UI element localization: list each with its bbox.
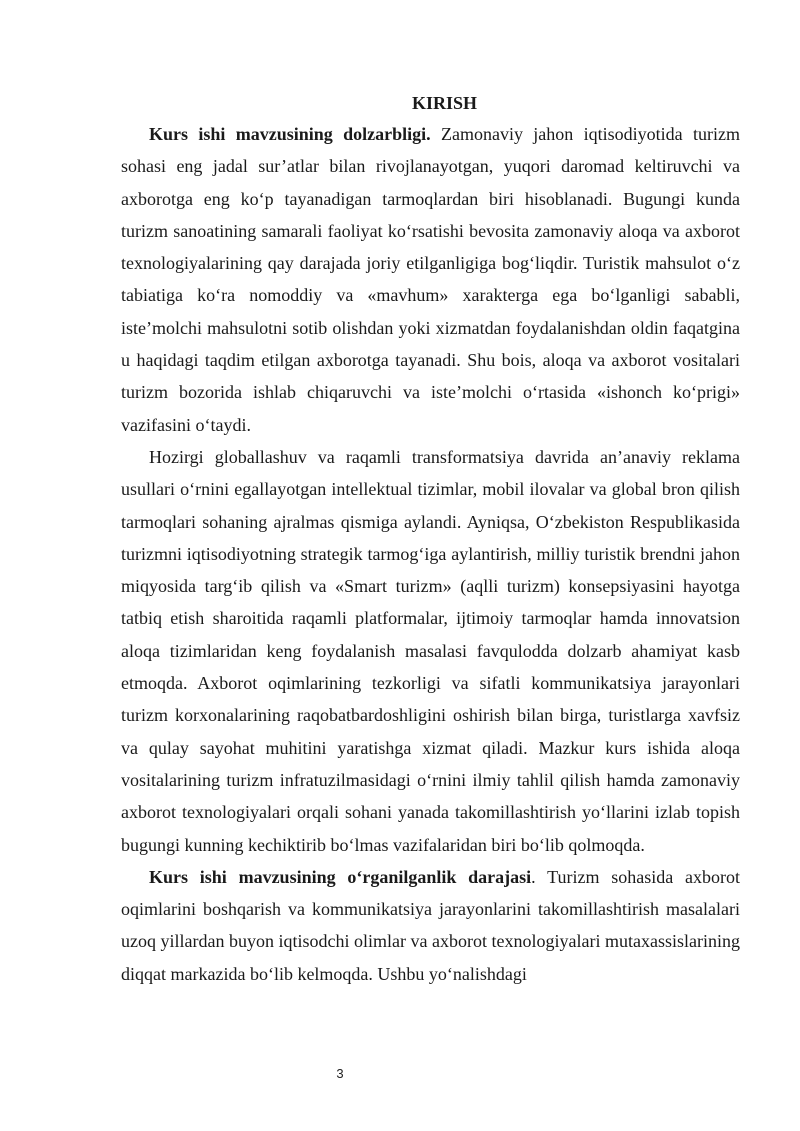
paragraph-study-level [121, 861, 740, 990]
page-number: 3 [336, 1066, 344, 1081]
paragraph-lead: Kurs ishi mavzusining o‘rganilganlik darajasi [149, 866, 532, 887]
paragraph-text: Zamonaviy jahon iqtisodiyotida turizm sohasi eng jadal sur’atlar bilan rivojlanayotgan, yuqori daromad keltiruvchi va axborotga eng ko‘p tayanadigan tarmoqlardan biri hisoblanadi. Bugungi kunda turizm sanoatining samarali faoliyat ko‘rsatishi bevosita zamonaviy aloqa va axborot texnologiyalarining qay darajada joriy etilganligiga bog‘liqdir. Turistik mahsulot o‘z tabiatiga ko‘ra nomoddiy va «mavhum» xarakterga ega bo‘lganligi sababli, iste’molchi mahsulotni sotib olishdan yoki xizmatdan foydalanishdan oldin faqatgina u haqidagi taqdim etilgan axborotga tayanadi. Shu bois, aloqa va axborot vositalari turizm bozorida ishlab chiqaruvchi va iste’molchi o‘rtasida «ishonch ko‘prigi» vazifasini o‘taydi. [121, 124, 740, 435]
paragraph-globalization [121, 441, 740, 861]
paragraph-text: Hozirgi globallashuv va raqamli transformatsiya davrida an’anaviy reklama usullari o‘rnini egallayotgan intellektual tizimlar, mobil ilovalar va global bron qilish tarmoqlari sohaning ajralmas qismiga aylandi. Ayniqsa, O‘zbekiston Respublikasida turizmni iqtisodiyotning strategik tarmog‘iga aylantirish, milliy turistik brendni jahon miqyosida targ‘ib qilish va «Smart turizm» (aqlli turizm) konsepsiyasini hayotga tatbiq etish sharoitida raqamli platformalar, ijtimoiy tarmoqlar hamda innovatsion aloqa tizimlaridan keng foydalanish masalasi favqulodda dolzarb ahamiyat kasb etmoqda. Axborot oqimlarining tezkorligi va sifatli kommunikatsiya jarayonlari turizm korxonalarining raqobatbardoshligini oshirish bilan birga, turistlarga xavfsiz va qulay sayohat muhitini yaratishga xizmat qiladi. Mazkur kurs ishida aloqa vositalarining turizm infratuzilmasidagi o‘rnini ilmiy tahlil qilish hamda zamonaviy axborot texnologiyalari orqali sohani yanada takomillashtirish yo‘llarini izlab topish bugungi kunning kechiktirib bo‘lmas vazifalaridan biri bo‘lib qolmoqda. [121, 446, 740, 855]
paragraph-lead: Kurs ishi mavzusining dolzarbligi. [149, 124, 431, 144]
paragraph-text: . Turizm sohasida axborot oqimlarini boshqarish va kommunikatsiya jarayonlarini takomillashtirish masalalari uzoq yillardan buyon iqtisodchi olimlar va axborot texnologiyalari mutaxassislarining diqqat markazida bo‘lib kelmoqda. Ushbu yo‘nalishdagi [121, 866, 740, 984]
section-heading: KIRISH [411, 93, 478, 113]
paragraph-relevance [121, 118, 740, 441]
